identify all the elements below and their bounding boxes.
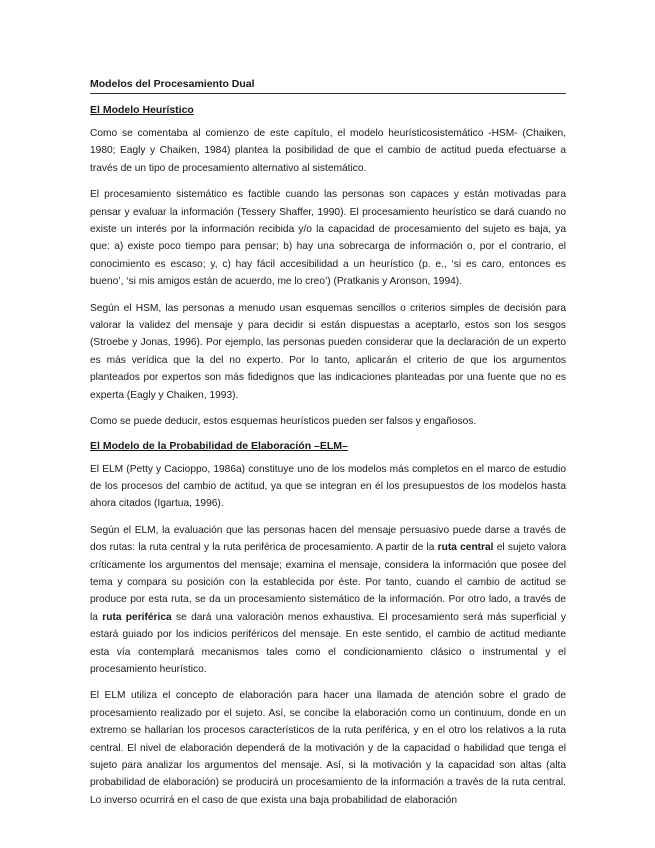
paragraph-routes (90, 522, 566, 679)
text-run: el sujeto valora críticamente los argumentos del mensaje; examina el mensaje, considera la información que posee del tema y compara su posición con la establecida por éste. Por tanto, cuando el cambio de actitud se produce por esta ruta, se da un procesamiento sistemático de la información. Por otro lado, a través de la (90, 542, 566, 623)
bold-term-peripheral-route: ruta periférica (102, 611, 172, 623)
paragraph: Como se comentaba al comienzo de este capítulo, el modelo heurísticosistemático -HSM- (Chaiken, 1980; Eagly y Chaiken, 1984) plantea la posibilidad de que el cambio de actitud pueda efectuarse a través de un tipo de procesamiento alternativo al sistemático. (90, 128, 566, 174)
document-title: Modelos del Procesamiento Dual (90, 78, 566, 94)
paragraph: Como se puede deducir, estos esquemas heurísticos pueden ser falsos y engañosos. (90, 416, 477, 428)
section-heading-heuristic-model: El Modelo Heurístico (90, 104, 194, 116)
document-page (90, 78, 566, 818)
paragraph: Según el HSM, las personas a menudo usan esquemas sencillos o criterios simples de decisión para valorar la validez del mensaje y para decidir si están dispuestas a aceptarlo, estos son los sesgos (Stroebe y Jonas, 1996). Por ejemplo, las personas pueden considerar que la declaración de un experto es más verídica que la del no experto. Por lo tanto, aplicarán el criterio de que los argumentos planteados por expertos son más fidedignos que las indicaciones planteadas por una fuente que no es experta (Eagly y Chaiken, 1993). (90, 302, 566, 401)
text-run: se dará una valoración menos exhaustiva. El procesamiento será más superficial y estará guiado por los indicios periféricos del mensaje. En este sentido, el cambio de actitud mediante esta vía contemplará mecanismos tales como el condicionamiento clásico o instrumental y el procesamiento heurístico. (90, 611, 567, 675)
paragraph: El procesamiento sistemático es factible cuando las personas son capaces y están motivadas para pensar y evaluar la información (Tessery Shaffer, 1990). El procesamiento heurístico se dará cuando no existe un interés por la información recibida y/o la capacidad de procesamiento del sujeto es baja, ya que: a) existe poco tiempo para pensar; b) hay una sobrecarga de información o, por el contrario, el conocimiento es escaso; y, c) hay fácil accesibilidad a un heurístico (p. e., ‘si es caro, entonces es bueno’, ‘si mis amigos están de acuerdo, me lo creo’) (Pratkanis y Aronson, 1994). (90, 189, 566, 288)
bold-term-central-route: ruta central (437, 542, 494, 554)
paragraph: El ELM utiliza el concepto de elaboración para hacer una llamada de atención sobre el grado de procesamiento realizado por el sujeto. Así, se concibe la elaboración como un continuum, donde en un extremo se hallarían los procesos característicos de la ruta periférica, y en el otro los relativos a la ruta central. El nivel de elaboración dependerá de la motivación y de la capacidad o habilidad que tenga el sujeto para analizar los argumentos del mensaje. Así, si la motivación y la capacidad son altas (alta probabilidad de elaboración) se producirá un procesamiento de la información a través de la ruta central. Lo inverso ocurrirá en el caso de que exista una baja probabilidad de elaboración (90, 690, 566, 806)
paragraph: El ELM (Petty y Cacioppo, 1986a) constituye uno de los modelos más completos en el marco de estudio de los procesos del cambio de actitud, ya que se integran en él los presupuestos de los modelos hasta ahora citados (Igartua, 1996). (90, 463, 566, 510)
text-run: Según el ELM, la evaluación que las personas hacen del mensaje persuasivo puede darse a través de dos rutas: la ruta central y la ruta periférica de procesamiento. A partir de la (90, 524, 566, 554)
section-heading-elm: El Modelo de la Probabilidad de Elaboración –ELM– (90, 439, 348, 452)
